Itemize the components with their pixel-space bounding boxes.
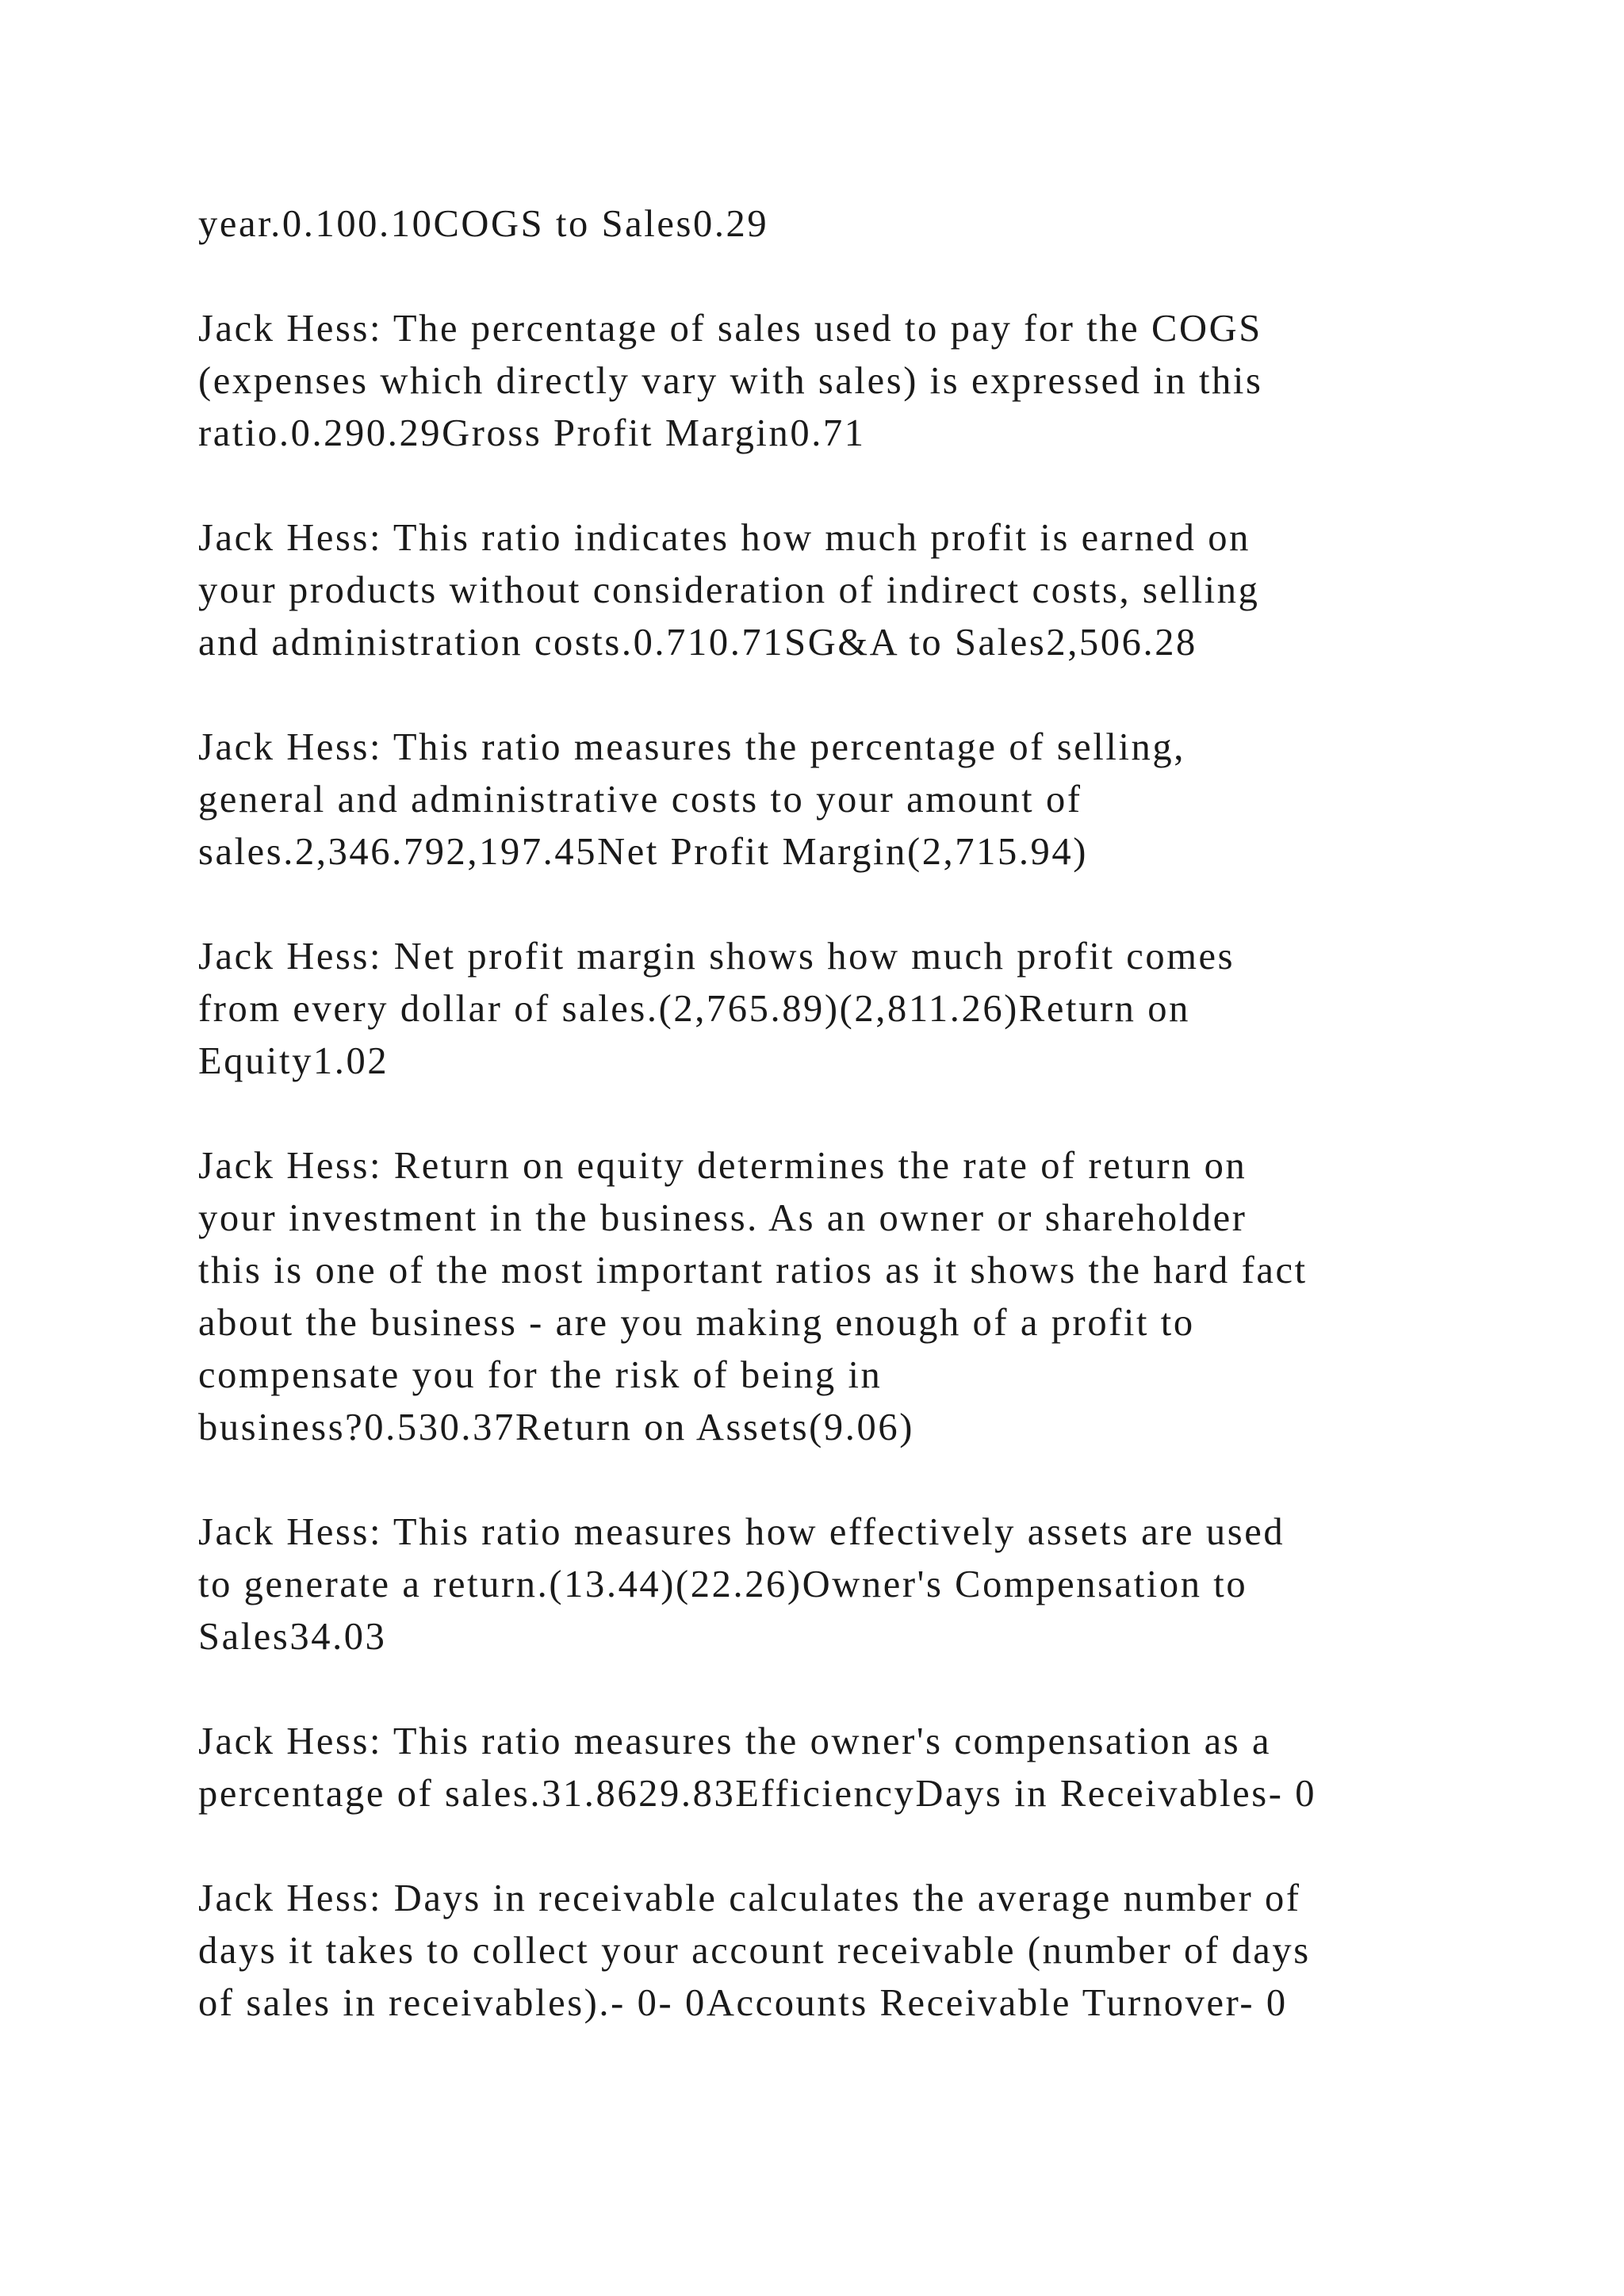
document-body [198,198,1483,2030]
paragraph-net-profit-note: Jack Hess: Net profit margin shows how much profit comes from every dollar of sales.(2,765.89)(2,811.26)Return on Equity1.02 [198,936,1235,1082]
paragraph-cogs-note: Jack Hess: The percentage of sales used to pay for the COGS (expenses which directly vary with sales) is expressed in this ratio.0.290.29Gross Profit Margin0.71 [198,308,1263,454]
paragraph-days-in-receivables-note: Jack Hess: Days in receivable calculates the average number of days it takes to collect your account receivable (number of days of sales in receivables).- 0- 0Accounts Receivable Turnover- 0 [198,1877,1311,2024]
paragraph-return-on-assets-note: Jack Hess: This ratio measures how effectively assets are used to generate a return.(13.44)(22.26)Owner's Compensation to Sales34.03 [198,1511,1285,1658]
paragraph-return-on-equity-note: Jack Hess: Return on equity determines the rate of return on your investment in the business. As an owner or shareholder this is one of the most important ratios as it shows the hard fact about the business - are you making enough of a profit to compensate you for the risk of being in business?0.530.37Return on Assets(9.06) [198,1145,1308,1448]
paragraph-cogs-to-sales-heading: year.0.100.10COGS to Sales0.29 [198,203,769,245]
paragraph-owner-compensation-note: Jack Hess: This ratio measures the owner's compensation as a percentage of sales.31.8629.83EfficiencyDays in Receivables- 0 [198,1720,1317,1815]
paragraph-gross-profit-note: Jack Hess: This ratio indicates how much profit is earned on your products without consideration of indirect costs, selling and administration costs.0.710.71SG&A to Sales2,506.28 [198,517,1260,664]
paragraph-sga-note: Jack Hess: This ratio measures the percentage of selling, general and administrative costs to your amount of sales.2,346.792,197.45Net Profit Margin(2,715.94) [198,726,1185,873]
